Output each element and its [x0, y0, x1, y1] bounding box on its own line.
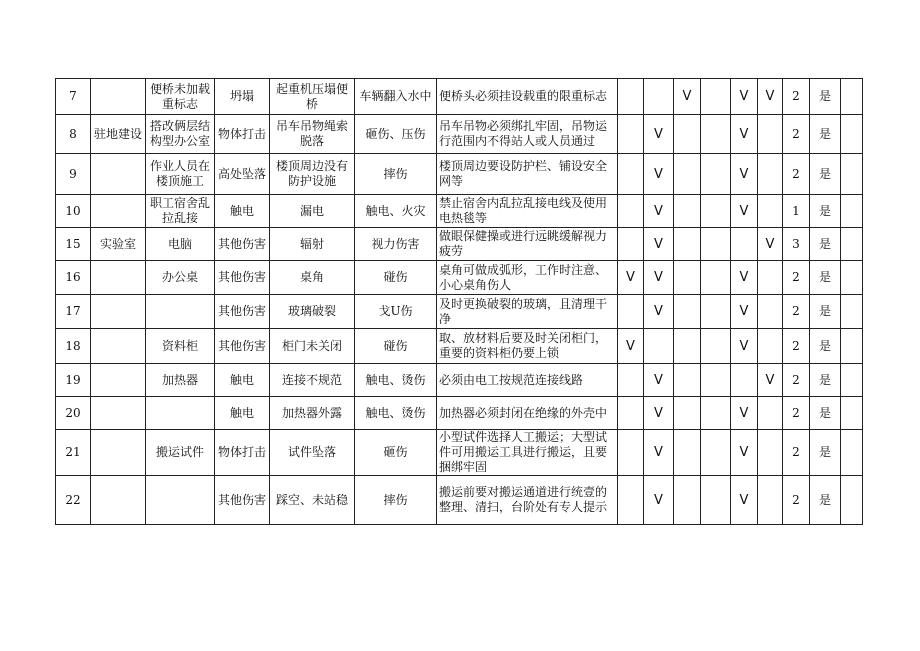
check-cell-6: [758, 154, 783, 195]
item-cell: 加热器: [146, 364, 215, 397]
check-cell-2: [644, 79, 674, 115]
hazard-table: [55, 78, 863, 525]
row-number: 10: [56, 195, 91, 228]
table-row: [56, 154, 863, 195]
check-cell-6: [758, 195, 783, 228]
check-cell-1: [618, 115, 644, 154]
check-cell-2: V: [644, 115, 674, 154]
table-row: [56, 476, 863, 525]
area-cell: [91, 430, 146, 476]
row-number: 21: [56, 430, 91, 476]
check-cell-2: V: [644, 430, 674, 476]
acceptable-cell: 是: [810, 295, 841, 329]
harm-cell: 视力伤害: [355, 228, 437, 261]
area-cell: [91, 295, 146, 329]
harm-cell: 砸伤、压伤: [355, 115, 437, 154]
measure-cell: 加热器必须封闭在绝缘的外壳中: [437, 397, 618, 430]
check-cell-6: [758, 397, 783, 430]
blank-cell: [841, 115, 863, 154]
check-cell-3: [674, 228, 701, 261]
check-cell-2: V: [644, 195, 674, 228]
check-cell-6: [758, 261, 783, 295]
check-cell-6: V: [758, 228, 783, 261]
item-cell: 作业人员在楼顶施工: [146, 154, 215, 195]
blank-cell: [841, 329, 863, 364]
area-cell: [91, 79, 146, 115]
check-cell-2: V: [644, 364, 674, 397]
item-cell: 办公桌: [146, 261, 215, 295]
harm-cell: 砸伤: [355, 430, 437, 476]
blank-cell: [841, 228, 863, 261]
area-cell: [91, 476, 146, 525]
item-cell: 职工宿舍乱拉乱接: [146, 195, 215, 228]
row-number: 19: [56, 364, 91, 397]
acceptable-cell: 是: [810, 195, 841, 228]
cause-cell: 起重机压塌便桥: [270, 79, 355, 115]
cause-cell: 柜门未关闭: [270, 329, 355, 364]
check-cell-3: [674, 397, 701, 430]
risk-level-cell: 2: [783, 295, 810, 329]
risk-level-cell: 2: [783, 154, 810, 195]
check-cell-5: V: [731, 79, 758, 115]
blank-cell: [841, 430, 863, 476]
row-number: 15: [56, 228, 91, 261]
measure-cell: 便桥头必须挂设载重的限重标志: [437, 79, 618, 115]
item-cell: 资料柜: [146, 329, 215, 364]
acceptable-cell: 是: [810, 79, 841, 115]
measure-cell: 桌角可做成弧形，工作时注意、小心桌角伤人: [437, 261, 618, 295]
harm-cell: 碰伤: [355, 329, 437, 364]
check-cell-2: [644, 329, 674, 364]
check-cell-3: [674, 329, 701, 364]
accident-type-cell: 其他伤害: [215, 329, 270, 364]
table-row: [56, 329, 863, 364]
cause-cell: 踩空、未站稳: [270, 476, 355, 525]
item-cell: 搭改俩层结构型办公室: [146, 115, 215, 154]
check-cell-6: [758, 476, 783, 525]
check-cell-3: [674, 261, 701, 295]
harm-cell: 触电、烫伤: [355, 364, 437, 397]
check-cell-4: [701, 195, 731, 228]
check-cell-1: V: [618, 261, 644, 295]
risk-level-cell: 2: [783, 430, 810, 476]
accident-type-cell: 高处坠落: [215, 154, 270, 195]
accident-type-cell: 其他伤害: [215, 476, 270, 525]
area-cell: [91, 195, 146, 228]
row-number: 20: [56, 397, 91, 430]
measure-cell: 禁止宿舍内乱拉乱接电线及使用电热毯等: [437, 195, 618, 228]
table-row: [56, 295, 863, 329]
risk-level-cell: 1: [783, 195, 810, 228]
cause-cell: 玻璃破裂: [270, 295, 355, 329]
check-cell-3: [674, 195, 701, 228]
accident-type-cell: 坍塌: [215, 79, 270, 115]
check-cell-5: V: [731, 476, 758, 525]
table-row: [56, 228, 863, 261]
item-cell: 便桥未加载重标志: [146, 79, 215, 115]
check-cell-1: [618, 295, 644, 329]
check-cell-6: V: [758, 79, 783, 115]
table-row: [56, 79, 863, 115]
acceptable-cell: 是: [810, 430, 841, 476]
check-cell-5: V: [731, 115, 758, 154]
table-row: [56, 261, 863, 295]
harm-cell: 碰伤: [355, 261, 437, 295]
area-cell: [91, 364, 146, 397]
check-cell-6: [758, 115, 783, 154]
harm-cell: 触电、烫伤: [355, 397, 437, 430]
measure-cell: 小型试件选择人工搬运；大型试件可用搬运工具进行搬运，且要捆绑牢固: [437, 430, 618, 476]
risk-level-cell: 2: [783, 115, 810, 154]
check-cell-5: V: [731, 261, 758, 295]
measure-cell: 楼顶周边要设防护栏、铺设安全网等: [437, 154, 618, 195]
item-cell: [146, 295, 215, 329]
area-cell: 驻地建设: [91, 115, 146, 154]
accident-type-cell: 触电: [215, 195, 270, 228]
table-row: [56, 115, 863, 154]
cause-cell: 吊车吊物绳索脱落: [270, 115, 355, 154]
acceptable-cell: 是: [810, 115, 841, 154]
check-cell-1: [618, 79, 644, 115]
check-cell-3: [674, 430, 701, 476]
check-cell-5: V: [731, 430, 758, 476]
check-cell-5: V: [731, 397, 758, 430]
row-number: 7: [56, 79, 91, 115]
accident-type-cell: 触电: [215, 364, 270, 397]
acceptable-cell: 是: [810, 364, 841, 397]
risk-level-cell: 3: [783, 228, 810, 261]
check-cell-4: [701, 295, 731, 329]
row-number: 17: [56, 295, 91, 329]
check-cell-2: V: [644, 476, 674, 525]
check-cell-2: V: [644, 154, 674, 195]
row-number: 9: [56, 154, 91, 195]
item-cell: 搬运试件: [146, 430, 215, 476]
cause-cell: 辐射: [270, 228, 355, 261]
risk-level-cell: 2: [783, 261, 810, 295]
check-cell-4: [701, 154, 731, 195]
cause-cell: 试件坠落: [270, 430, 355, 476]
table-row: [56, 397, 863, 430]
table-row: [56, 430, 863, 476]
area-cell: [91, 329, 146, 364]
cause-cell: 加热器外露: [270, 397, 355, 430]
check-cell-5: V: [731, 329, 758, 364]
check-cell-1: [618, 430, 644, 476]
area-cell: [91, 154, 146, 195]
check-cell-3: [674, 295, 701, 329]
acceptable-cell: 是: [810, 476, 841, 525]
check-cell-3: [674, 364, 701, 397]
check-cell-4: [701, 329, 731, 364]
area-cell: [91, 261, 146, 295]
cause-cell: 楼顶周边没有防护设施: [270, 154, 355, 195]
check-cell-4: [701, 228, 731, 261]
row-number: 18: [56, 329, 91, 364]
check-cell-4: [701, 115, 731, 154]
check-cell-6: [758, 295, 783, 329]
cause-cell: 连接不规范: [270, 364, 355, 397]
measure-cell: 搬运前要对搬运通道进行统壹的整理、清扫，台阶处有专人提示: [437, 476, 618, 525]
check-cell-4: [701, 364, 731, 397]
check-cell-1: [618, 195, 644, 228]
table-row: [56, 195, 863, 228]
blank-cell: [841, 154, 863, 195]
risk-level-cell: 2: [783, 397, 810, 430]
blank-cell: [841, 261, 863, 295]
measure-cell: 必须由电工按规范连接线路: [437, 364, 618, 397]
acceptable-cell: 是: [810, 154, 841, 195]
area-cell: 实验室: [91, 228, 146, 261]
item-cell: [146, 397, 215, 430]
check-cell-5: [731, 364, 758, 397]
item-cell: 电脑: [146, 228, 215, 261]
accident-type-cell: 物体打击: [215, 115, 270, 154]
check-cell-3: [674, 476, 701, 525]
table-row: [56, 364, 863, 397]
accident-type-cell: 其他伤害: [215, 228, 270, 261]
check-cell-2: V: [644, 397, 674, 430]
risk-level-cell: 2: [783, 329, 810, 364]
risk-level-cell: 2: [783, 79, 810, 115]
measure-cell: 做眼保健操或进行远眺缓解视力疲劳: [437, 228, 618, 261]
harm-cell: 摔伤: [355, 476, 437, 525]
harm-cell: 摔伤: [355, 154, 437, 195]
check-cell-2: V: [644, 261, 674, 295]
area-cell: [91, 397, 146, 430]
blank-cell: [841, 195, 863, 228]
row-number: 22: [56, 476, 91, 525]
blank-cell: [841, 79, 863, 115]
acceptable-cell: 是: [810, 329, 841, 364]
check-cell-4: [701, 397, 731, 430]
check-cell-6: [758, 329, 783, 364]
check-cell-1: [618, 228, 644, 261]
blank-cell: [841, 364, 863, 397]
risk-level-cell: 2: [783, 364, 810, 397]
measure-cell: 取、放材料后要及时关闭柜门，重要的资料柜仍要上锁: [437, 329, 618, 364]
check-cell-5: V: [731, 195, 758, 228]
check-cell-2: V: [644, 228, 674, 261]
check-cell-5: [731, 228, 758, 261]
accident-type-cell: 其他伤害: [215, 295, 270, 329]
item-cell: [146, 476, 215, 525]
acceptable-cell: 是: [810, 397, 841, 430]
check-cell-3: V: [674, 79, 701, 115]
accident-type-cell: 物体打击: [215, 430, 270, 476]
check-cell-3: [674, 115, 701, 154]
check-cell-1: [618, 154, 644, 195]
blank-cell: [841, 295, 863, 329]
cause-cell: 桌角: [270, 261, 355, 295]
check-cell-4: [701, 79, 731, 115]
check-cell-6: [758, 430, 783, 476]
check-cell-3: [674, 154, 701, 195]
check-cell-1: [618, 397, 644, 430]
check-cell-1: [618, 364, 644, 397]
measure-cell: 及时更换破裂的玻璃，且清理干净: [437, 295, 618, 329]
row-number: 16: [56, 261, 91, 295]
check-cell-4: [701, 476, 731, 525]
check-cell-5: V: [731, 154, 758, 195]
check-cell-4: [701, 430, 731, 476]
risk-level-cell: 2: [783, 476, 810, 525]
measure-cell: 吊车吊物必须绑扎牢固，吊物运行范围内不得站人或人员通过: [437, 115, 618, 154]
cause-cell: 漏电: [270, 195, 355, 228]
check-cell-6: V: [758, 364, 783, 397]
blank-cell: [841, 476, 863, 525]
harm-cell: 戈U伤: [355, 295, 437, 329]
acceptable-cell: 是: [810, 261, 841, 295]
accident-type-cell: 其他伤害: [215, 261, 270, 295]
row-number: 8: [56, 115, 91, 154]
blank-cell: [841, 397, 863, 430]
harm-cell: 车辆翻入水中: [355, 79, 437, 115]
harm-cell: 触电、火灾: [355, 195, 437, 228]
check-cell-1: V: [618, 329, 644, 364]
accident-type-cell: 触电: [215, 397, 270, 430]
check-cell-2: V: [644, 295, 674, 329]
check-cell-4: [701, 261, 731, 295]
check-cell-5: V: [731, 295, 758, 329]
check-cell-1: [618, 476, 644, 525]
acceptable-cell: 是: [810, 228, 841, 261]
